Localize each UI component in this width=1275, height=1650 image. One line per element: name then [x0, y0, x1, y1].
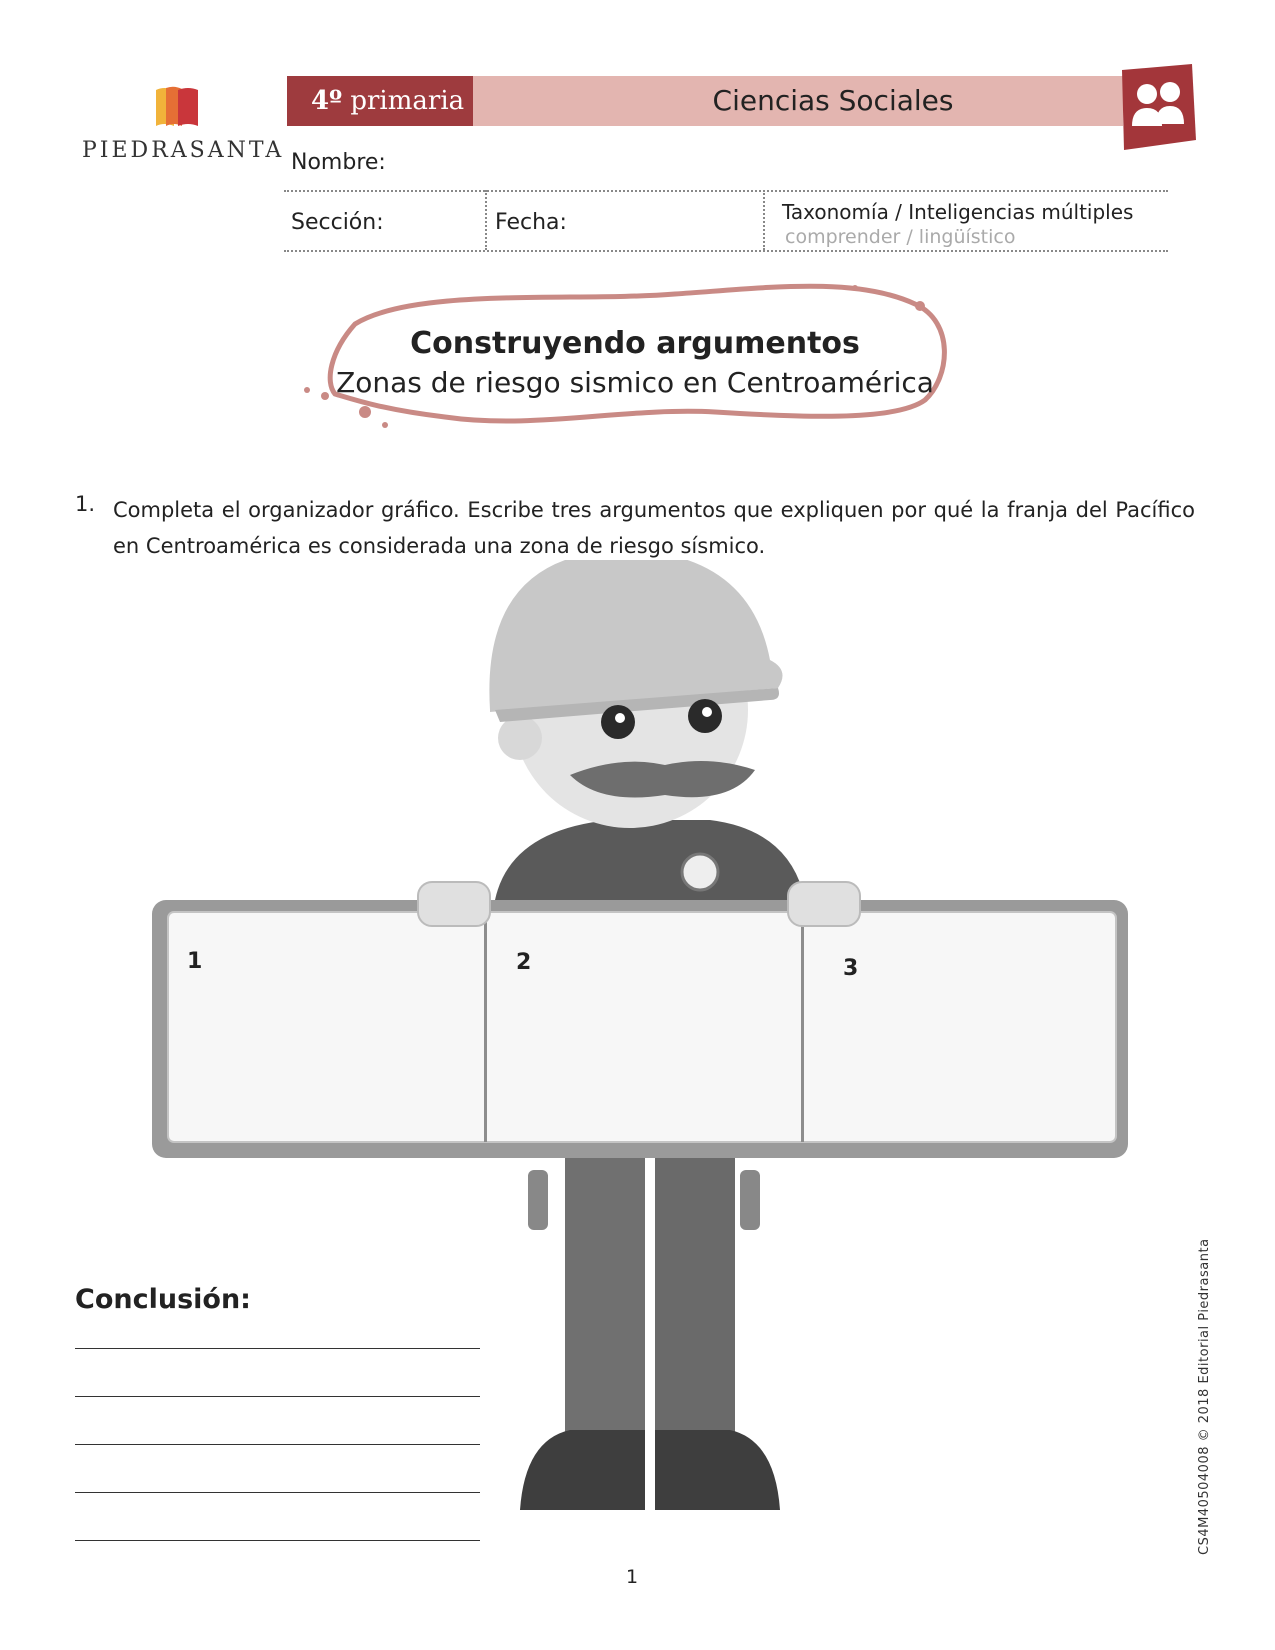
brand-name: PIEDRASANTA	[82, 138, 285, 163]
argument-box-2-label: 2	[516, 950, 532, 975]
divider	[485, 190, 487, 250]
divider	[284, 250, 1168, 252]
argument-box-3-label: 3	[843, 956, 859, 981]
writing-line	[75, 1444, 480, 1445]
subject-title: Ciencias Sociales	[712, 84, 954, 117]
grade-label: primaria	[350, 86, 465, 116]
nombre-label: Nombre:	[291, 150, 386, 175]
taxonomy-title: Taxonomía / Inteligencias múltiples	[782, 200, 1134, 224]
grade-badge	[287, 76, 473, 126]
argument-box-1-label: 1	[187, 949, 203, 974]
grade-number: 4º	[311, 86, 343, 116]
divider	[763, 190, 765, 250]
instruction-number: 1.	[75, 492, 96, 516]
worker-illustration	[150, 560, 1200, 1570]
writing-line	[75, 1348, 480, 1349]
page-number: 1	[626, 1566, 639, 1588]
conclusion-label: Conclusión:	[75, 1284, 251, 1315]
piedrasanta-logo-mark	[152, 86, 202, 130]
people-icon	[1116, 64, 1198, 152]
divider	[284, 190, 1168, 192]
page-title: Construyendo argumentos	[410, 326, 860, 361]
seccion-label: Sección:	[291, 210, 384, 235]
fecha-label: Fecha:	[495, 210, 567, 235]
copyright-side-text: CS4M40504008 © 2018 Editorial Piedrasanta	[1197, 1238, 1212, 1555]
writing-line	[75, 1492, 480, 1493]
taxonomy-value: comprender / lingüístico	[785, 226, 1016, 248]
page-subtitle: Zonas de riesgo sismico en Centroamérica	[336, 366, 934, 399]
writing-line	[75, 1396, 480, 1397]
title-cloud-frame	[295, 282, 975, 442]
instruction-text: Completa el organizador gráfico. Escribe tres argumentos que expliquen por qué la franja del Pacífico en Centroamérica es considerada una zona de riesgo sísmico.	[113, 498, 1195, 558]
writing-line	[75, 1540, 480, 1541]
